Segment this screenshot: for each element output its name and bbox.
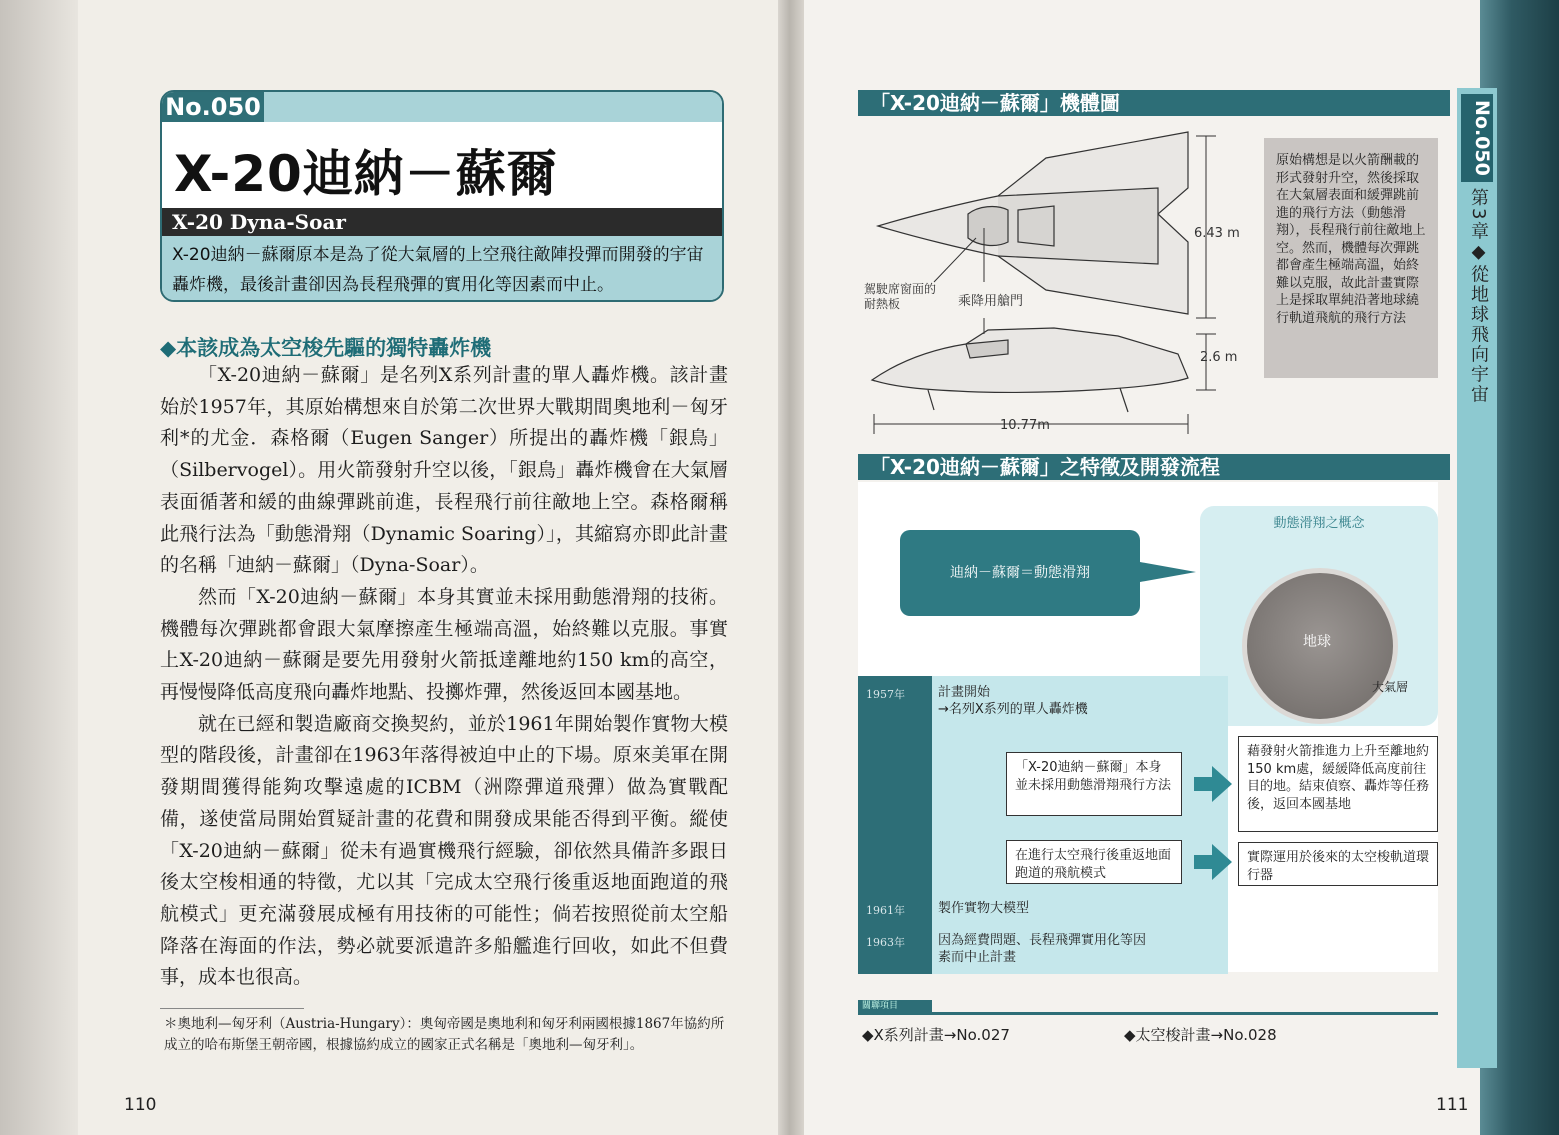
body-text xyxy=(160,360,728,994)
feature-box-a: 「X-20迪納－蘇爾」本身並未採用動態滑翔飛行方法 xyxy=(1006,752,1182,816)
feature-box-b: 在進行太空飛行後重返地面跑道的飛航模式 xyxy=(1006,840,1182,884)
dim-height-top: 6.43 m xyxy=(1194,226,1240,241)
diagram-heading: 「X-20迪納－蘇爾」機體圖 xyxy=(858,90,1450,116)
earth-illustration xyxy=(1242,568,1398,724)
footnote: ＊奧地利—匈牙利（Austria-Hungary）：奧匈帝國是奧地利和匈牙利兩國根據1867年協約所成立的哈布斯堡王朝帝國，根據協約成立的國家正式名稱是「奧地利—匈牙利」。 xyxy=(164,1016,725,1053)
english-title: X-20 Dyna-Soar xyxy=(162,208,722,236)
badge-strip xyxy=(264,92,722,122)
year-1957: 1957年 xyxy=(866,688,905,701)
title-box xyxy=(160,90,724,302)
label-cockpit: 駕駛席窗面的耐熱板 xyxy=(864,282,937,311)
event-1957: 計畫開始 →名列X系列的單人轟炸機 xyxy=(938,685,1088,717)
diagram-note: 原始構想是以火箭酬載的形式發射升空，然後採取在大氣層表面和緩彈跳前進的飛行方法（動態滑翔），長程飛行前往敵地上空。然而，機體每次彈跳都會產生極端高溫，始終難以克服，故此計畫實際上是採取單純沿著地球繞行軌道飛航的飛行方法 xyxy=(1264,138,1438,378)
event-1961: 製作實物大模型 xyxy=(938,901,1030,916)
year-1963: 1963年 xyxy=(866,936,905,949)
paragraph: 然而「X-20迪納－蘇爾」本身其實並未採用動態滑翔的技術。機體每次彈跳都會跟大氣摩擦產生極端高溫，始終難以克服。事實上X-20迪納－蘇爾是要先用發射火箭抵達離地約150 km的高空，再慢慢降低高度飛向轟炸地點、投擲炸彈，然後返回本國基地。 xyxy=(160,585,728,704)
side-tab xyxy=(1457,88,1497,1068)
related-bar xyxy=(858,1000,1438,1015)
number-badge: No.050 xyxy=(162,92,264,122)
label-hatch: 乘降用艙門 xyxy=(958,294,1024,309)
timeline-years xyxy=(858,676,932,974)
arrow-right-icon xyxy=(1194,766,1232,802)
side-tab-number: No.050 xyxy=(1461,94,1493,182)
year-1961: 1961年 xyxy=(866,904,905,917)
book-gutter xyxy=(778,0,804,1135)
section-subheading: ◆本該成為太空梭先驅的獨特轟炸機 xyxy=(160,336,492,360)
concept-panel xyxy=(1200,506,1438,726)
page-number-right: 111 xyxy=(1436,1095,1469,1115)
book-edge-left xyxy=(0,0,78,1135)
page-number-left: 110 xyxy=(124,1095,157,1115)
concept-title: 動態滑翔之概念 xyxy=(1273,516,1365,531)
arrow-right-icon xyxy=(1194,844,1232,880)
footnote-rule xyxy=(160,1008,304,1009)
earth-label: 地球 xyxy=(1303,634,1331,650)
speech-bubble-tail xyxy=(1140,562,1196,582)
speech-bubble: 迪納－蘇爾＝動態滑翔 xyxy=(900,530,1140,616)
dim-height-side: 2.6 m xyxy=(1200,350,1238,365)
event-1963: 因為經費問題、長程飛彈實用化等因素而中止計畫 xyxy=(938,933,1147,965)
flow-heading: 「X-20迪納－蘇爾」之特徵及開發流程 xyxy=(858,454,1450,480)
dim-length: 10.77m xyxy=(1000,418,1050,433)
related-item: ◆太空梭計畫→No.028 xyxy=(1124,1026,1277,1044)
feature-result-a: 藉發射火箭推進力上升至離地約150 km處，緩緩降低高度前往目的地。結束偵察、轟炸等任務後，返回本國基地 xyxy=(1238,736,1438,832)
summary: X-20迪納－蘇爾原本是為了從大氣層的上空飛往敵陣投彈而開發的宇宙轟炸機，最後計畫卻因為長程飛彈的實用化等因素而中止。 xyxy=(162,236,722,300)
page-title: X-20迪納－蘇爾 xyxy=(174,145,558,203)
paragraph: 「X-20迪納－蘇爾」是名列X系列計畫的單人轟炸機。該計畫始於1957年，其原始構想來自於第二次世界大戰期間奧地利－匈牙利*的尤金．森格爾（Eugen Sanger）所提出的轟炸機「銀鳥」（Silbervogel）。用火箭發射升空以後，「銀鳥」轟炸機會在大氣層表面循著和緩的曲線彈跳前進，長程飛行前往敵地上空。森格爾稱此飛行法為「動態滑翔（Dynamic Soaring）」，其縮寫亦即此計畫的名稱「迪納－蘇爾」（Dyna-Soar）。 xyxy=(160,364,728,577)
related-title: 關聯項目 xyxy=(858,1000,932,1012)
feature-result-b: 實際運用於後來的太空梭軌道環行器 xyxy=(1238,842,1438,886)
related-item: ◆X系列計畫→No.027 xyxy=(862,1026,1010,1044)
paragraph: 就在已經和製造廠商交換契約，並於1961年開始製作實物大模型的階段後，計畫卻在1963年落得被迫中止的下場。原來美軍在開發期間獲得能夠攻擊遠處的ICBM（洲際彈道飛彈）做為實戰配備，遂使當局開始質疑計畫的花費和開發成果能否得到平衡。縱使「X-20迪納－蘇爾」從未有過實機飛行經驗，卻依然具備許多跟日後太空梭相通的特徵，尤以其「完成太空飛行後重返地面跑道的飛航模式」更充滿發展成極有用技術的可能性；倘若按照從前太空船降落在海面的作法，勢必就要派遣許多船艦進行回收，如此不但費事，成本也很高。 xyxy=(160,712,728,989)
side-tab-chapter: 第3章◆從地球飛向宇宙 xyxy=(1468,188,1489,405)
atmosphere-label: 大氣層 xyxy=(1372,680,1409,694)
